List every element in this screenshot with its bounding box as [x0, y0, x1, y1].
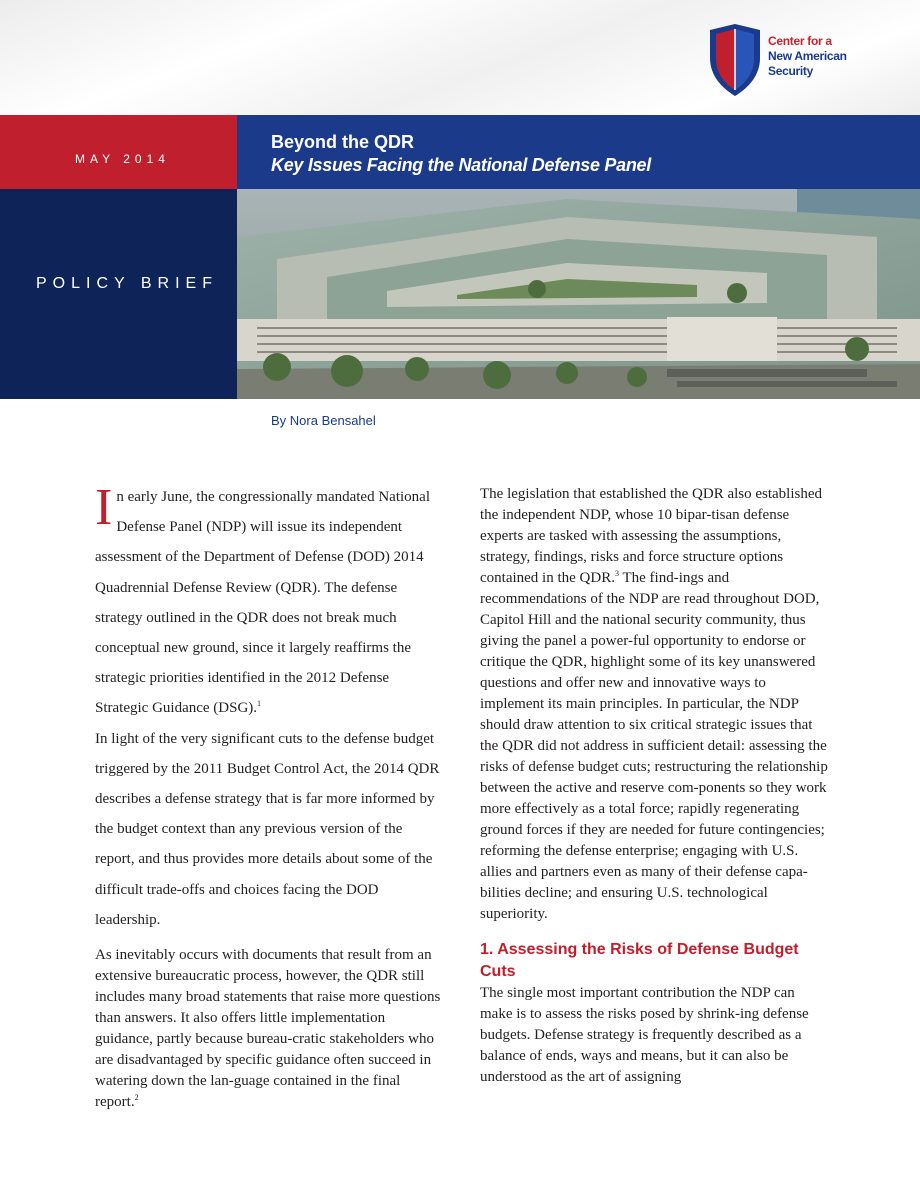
section-heading: 1. Assessing the Risks of Defense Budget Cuts — [480, 941, 799, 980]
footnote-ref: 2 — [134, 1093, 139, 1103]
report-title: Beyond the QDR — [271, 132, 415, 152]
org-name-line-2: New American — [768, 49, 847, 63]
paragraph-budget: In light of the very significant cuts to the defense budget triggered by the 2011 Budget Control Act, the 2014 QDR describes a defense strategy that is far more informed by the budget context than any previous version of the report, and thus provides more details about some of the difficult trade-offs and choices facing the DOD leadership. — [95, 730, 440, 928]
paragraph-risks: The single most important contribution the NDP can make is to assess the risks posed by shrink-ing defense budgets. Defense strategy is frequently described as a balance of ends, ways and means, but it can also be understood as the art of assigning — [480, 985, 809, 1085]
footnote-ref: 1 — [257, 699, 262, 709]
report-subtitle: Key Issues Facing the National Defense Panel — [271, 155, 651, 175]
title-panel — [237, 115, 920, 189]
issue-date: MAY 2014 — [75, 152, 170, 166]
series-panel — [0, 189, 237, 399]
drop-cap: I — [95, 479, 113, 536]
cnas-logo — [706, 24, 866, 96]
paragraph-legislation-text-a: The legislation that established the QDR also established the independent NDP, whose 10 bipar-tisan defense experts are tasked with assessing the assumptions, strategy, findings, risks and force structure options contained in the QDR. — [480, 486, 823, 586]
paragraph-bureaucracy — [95, 945, 445, 1113]
org-name-line-1: Center for a — [768, 34, 832, 48]
pentagon-photo — [237, 189, 920, 399]
paragraph-legislation-text-b: The find-ings and recommendations of the NDP are read throughout DOD, Capitol Hill and the national security community, thus giving the panel a power-ful opportunity to endorse or critique the QDR, highlight some of its key unanswered questions and offer new and innovative ways to implement its main principles. In particular, the NDP should draw attention to six critical strategic issues that the QDR did not address in sufficient detail: assessing the risks of defense budget cuts; restructuring the relationship between the active and reserve com-ponents so they work more effectively as a total force; rapidly regenerating ground forces if they are needed for future contingencies; reforming the defense enterprise; engaging with U.S. allies and partners even as many of their defense capa-bilities decline; and ensuring U.S. technological superiority. — [480, 570, 828, 922]
paragraph-intro-text: n early June, the congressionally mandated National Defense Panel (NDP) will issue its independent assessment of the Department of Defense (DOD) 2014 Quadrennial Defense Review (QDR). The defense strategy outlined in the QDR does not break much conceptual new ground, since it largely reaffirms the strategic priorities identified in the 2012 Defense Strategic Guidance (DSG). — [95, 489, 430, 717]
org-name-line-3: Security — [768, 64, 813, 78]
date-panel — [0, 115, 237, 189]
right-column — [480, 484, 830, 1088]
footnote-ref: 3 — [614, 569, 619, 578]
paragraph-intro — [95, 479, 445, 724]
paragraph-bureaucracy-text: As inevitably occurs with documents that result from an extensive bureaucratic process, however, the QDR still includes many broad statements that raise more questions than answers. It also offers little implementation guidance, partly because bureau-cratic stakeholders who are disadvantaged by specific guidance often succeed in watering down the lan-guage contained in the final report. — [95, 947, 441, 1111]
shield-icon — [706, 24, 764, 96]
series-label: POLICY BRIEF — [36, 275, 218, 292]
byline: By Nora Bensahel — [271, 413, 376, 428]
org-name — [768, 34, 847, 79]
paragraph-legislation — [480, 484, 830, 925]
left-column — [95, 479, 445, 1113]
